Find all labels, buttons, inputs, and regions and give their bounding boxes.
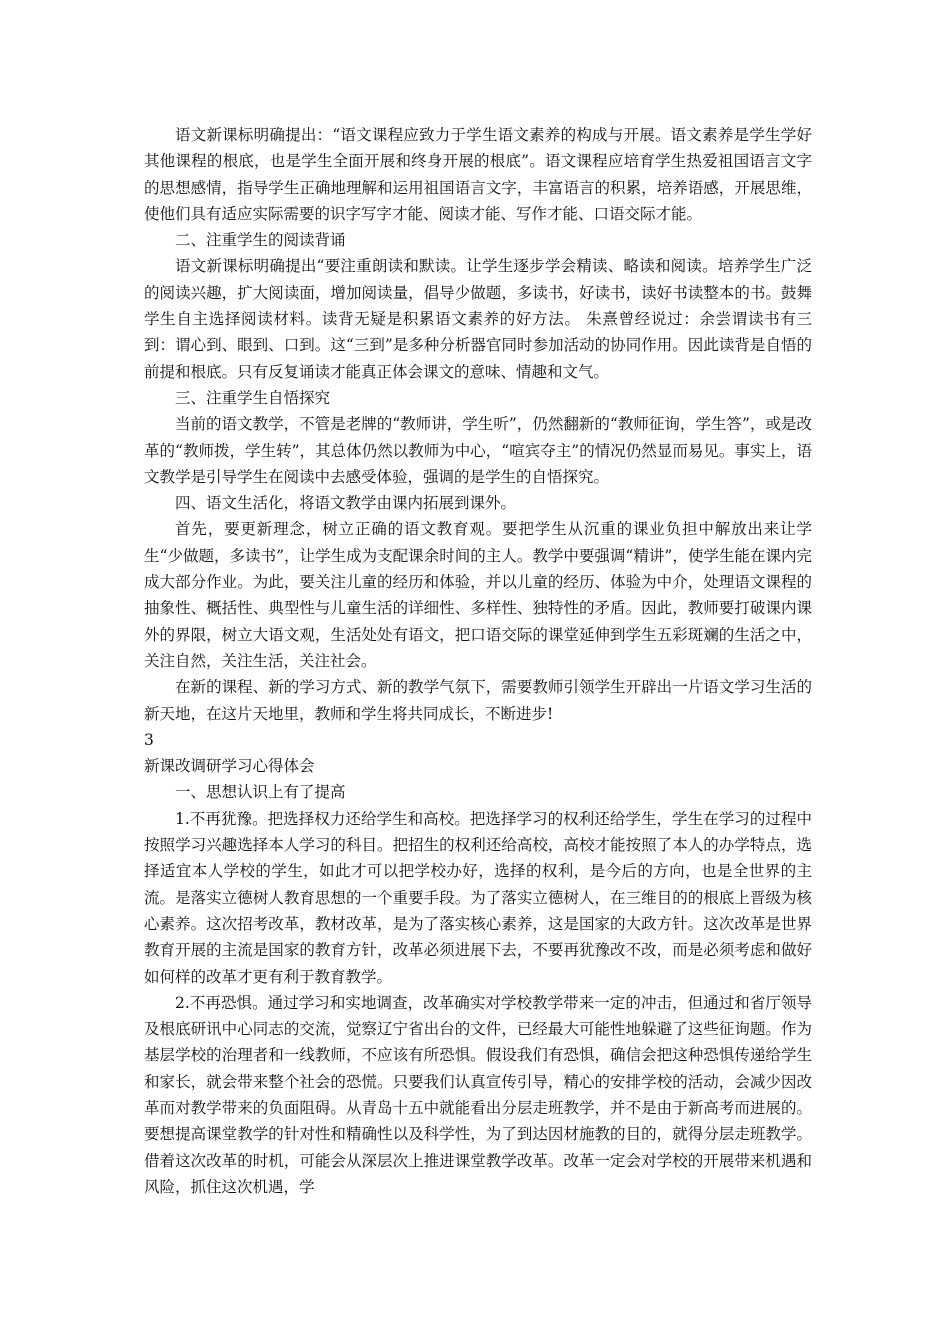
paragraph-no-hesitation: 1.不再犹豫。把选择权力还给学生和高校。把选择学习的权利还给学生，学生在学习的过程中按照学习兴趣选择本人学习的科目。把招生的权利还给高校，高校才能按照了本人的办学特点，选择适宜本人学校的学生，如此才可以把学校办好，选择的权利，是今后的方向，也是全世界的主流。是落实立德树人教育思想的一个重要手段。为了落实立德树人，在三维目的的根底上晋级为核心素养。这次招考改革，教材改革，是为了落实核心素养，这是国家的大政方针。这次改革是世界教育开展的主流是国家的教育方针，改革必须进展下去，不要再犹豫改不改，而是必须考虑和做好如何样的改革才更有利于教育教学。	[144, 809, 812, 986]
heading-language-life: 四、语文生活化，将语文教学由课内拓展到课外。	[175, 494, 517, 513]
paragraph-no-fear: 2.不再恐惧。通过学习和实地调查，改革确实对学校教学带来一定的冲击，但通过和省厅领导及根底研讯中心同志的交流，觉察辽宁省出台的文件，已经最大可能性地躲避了这些征询题。作为基层学校的治理者和一线教师，不应该有所恐惧。假设我们有恐惧，确信会把这种恐惧传递给学生和家长，就会带来整个社会的恐慌。只要我们认真宣传引导，精心的安排学校的活动，会减少因改革而对教学带来的负面阻碍。从青岛十五中就能看出分层走班教学，并不是由于新高考而进展的。要想提高课堂教学的针对性和精确性以及科学性，为了到达因材施教的目的，就得分层走班教学。借着这次改革的时机，可能会从深层次上推进课堂教学改革。改革一定会对学校的开展带来机遇和风险，抓住这次机遇，学	[144, 993, 812, 1196]
heading-self-inquiry: 三、注重学生自悟探究	[175, 388, 331, 407]
section-number: 3	[144, 730, 154, 749]
paragraph-language-life: 首先，要更新理念，树立正确的语文教育观。要把学生从沉重的课业负担中解放出来让学生“少做题，多读书”，让学生成为支配课余时间的主人。教学中要强调“精讲”，使学生能在课内完成大部分作业。为此，要关注儿童的经历和体验，并以儿童的经历、体验为中介，处理语文课程的抽象性、概括性、典型性与儿童生活的详细性、多样性、独特性的矛盾。因此，教师要打破课内课外的界限，树立大语文观，生活处处有语文，把口语交际的课堂延伸到学生五彩斑斓的生活之中，关注自然，关注生活，关注社会。	[144, 520, 812, 670]
section-title: 新课改调研学习心得体会	[144, 757, 315, 776]
paragraph-self-inquiry: 当前的语文教学，不管是老牌的“教师讲，学生听”，仍然翻新的“教师征询，学生答”，或是改革的“教师拨，学生转”，其总体仍然以教师为中心，“喧宾夺主”的情况仍然显而易见。事实上，语文教学是引导学生在阅读中去感受体验，强调的是学生的自悟探究。	[144, 415, 812, 486]
paragraph-reading-recitation: 语文新课标明确提出“要注重朗读和默读。让学生逐步学会精读、略读和阅读。培养学生广泛的阅读兴趣，扩大阅读面，增加阅读量，倡导少做题，多读书，好读书，读好书读整本的书。鼓舞学生自主选择阅读材料。读背无疑是积累语文素养的好方法。 朱熹曾经说过：余尝谓读书有三到：谓心到、眼到、口到。这“三到”是多种分析器官同时参加活动的协同作用。因此读背是自悟的前提和根底。只有反复诵读才能真正体会课文的意味、情趣和文气。	[144, 257, 812, 381]
document-page	[144, 122, 812, 1200]
heading-reading-recitation: 二、注重学生的阅读背诵	[175, 231, 346, 250]
paragraph-curriculum-standard: 语文新课标明确提出：“语文课程应致力于学生语文素养的构成与开展。语文素养是学生学好其他课程的根底，也是学生全面开展和终身开展的根底”。语文课程应培育学生热爱祖国语言文字的思想感情，指导学生正确地理解和运用祖国语言文字，丰富语言的积累，培养语感，开展思维，使他们具有适应实际需要的识字写字才能、阅读才能、写作才能、口语交际才能。	[144, 126, 812, 223]
paragraph-conclusion: 在新的课程、新的学习方式、新的教学气氛下，需要教师引领学生开辟出一片语文学习生活的新天地，在这片天地里，教师和学生将共同成长，不断进步!	[144, 678, 812, 723]
heading-thinking-improved: 一、思想认识上有了提高	[175, 783, 346, 802]
